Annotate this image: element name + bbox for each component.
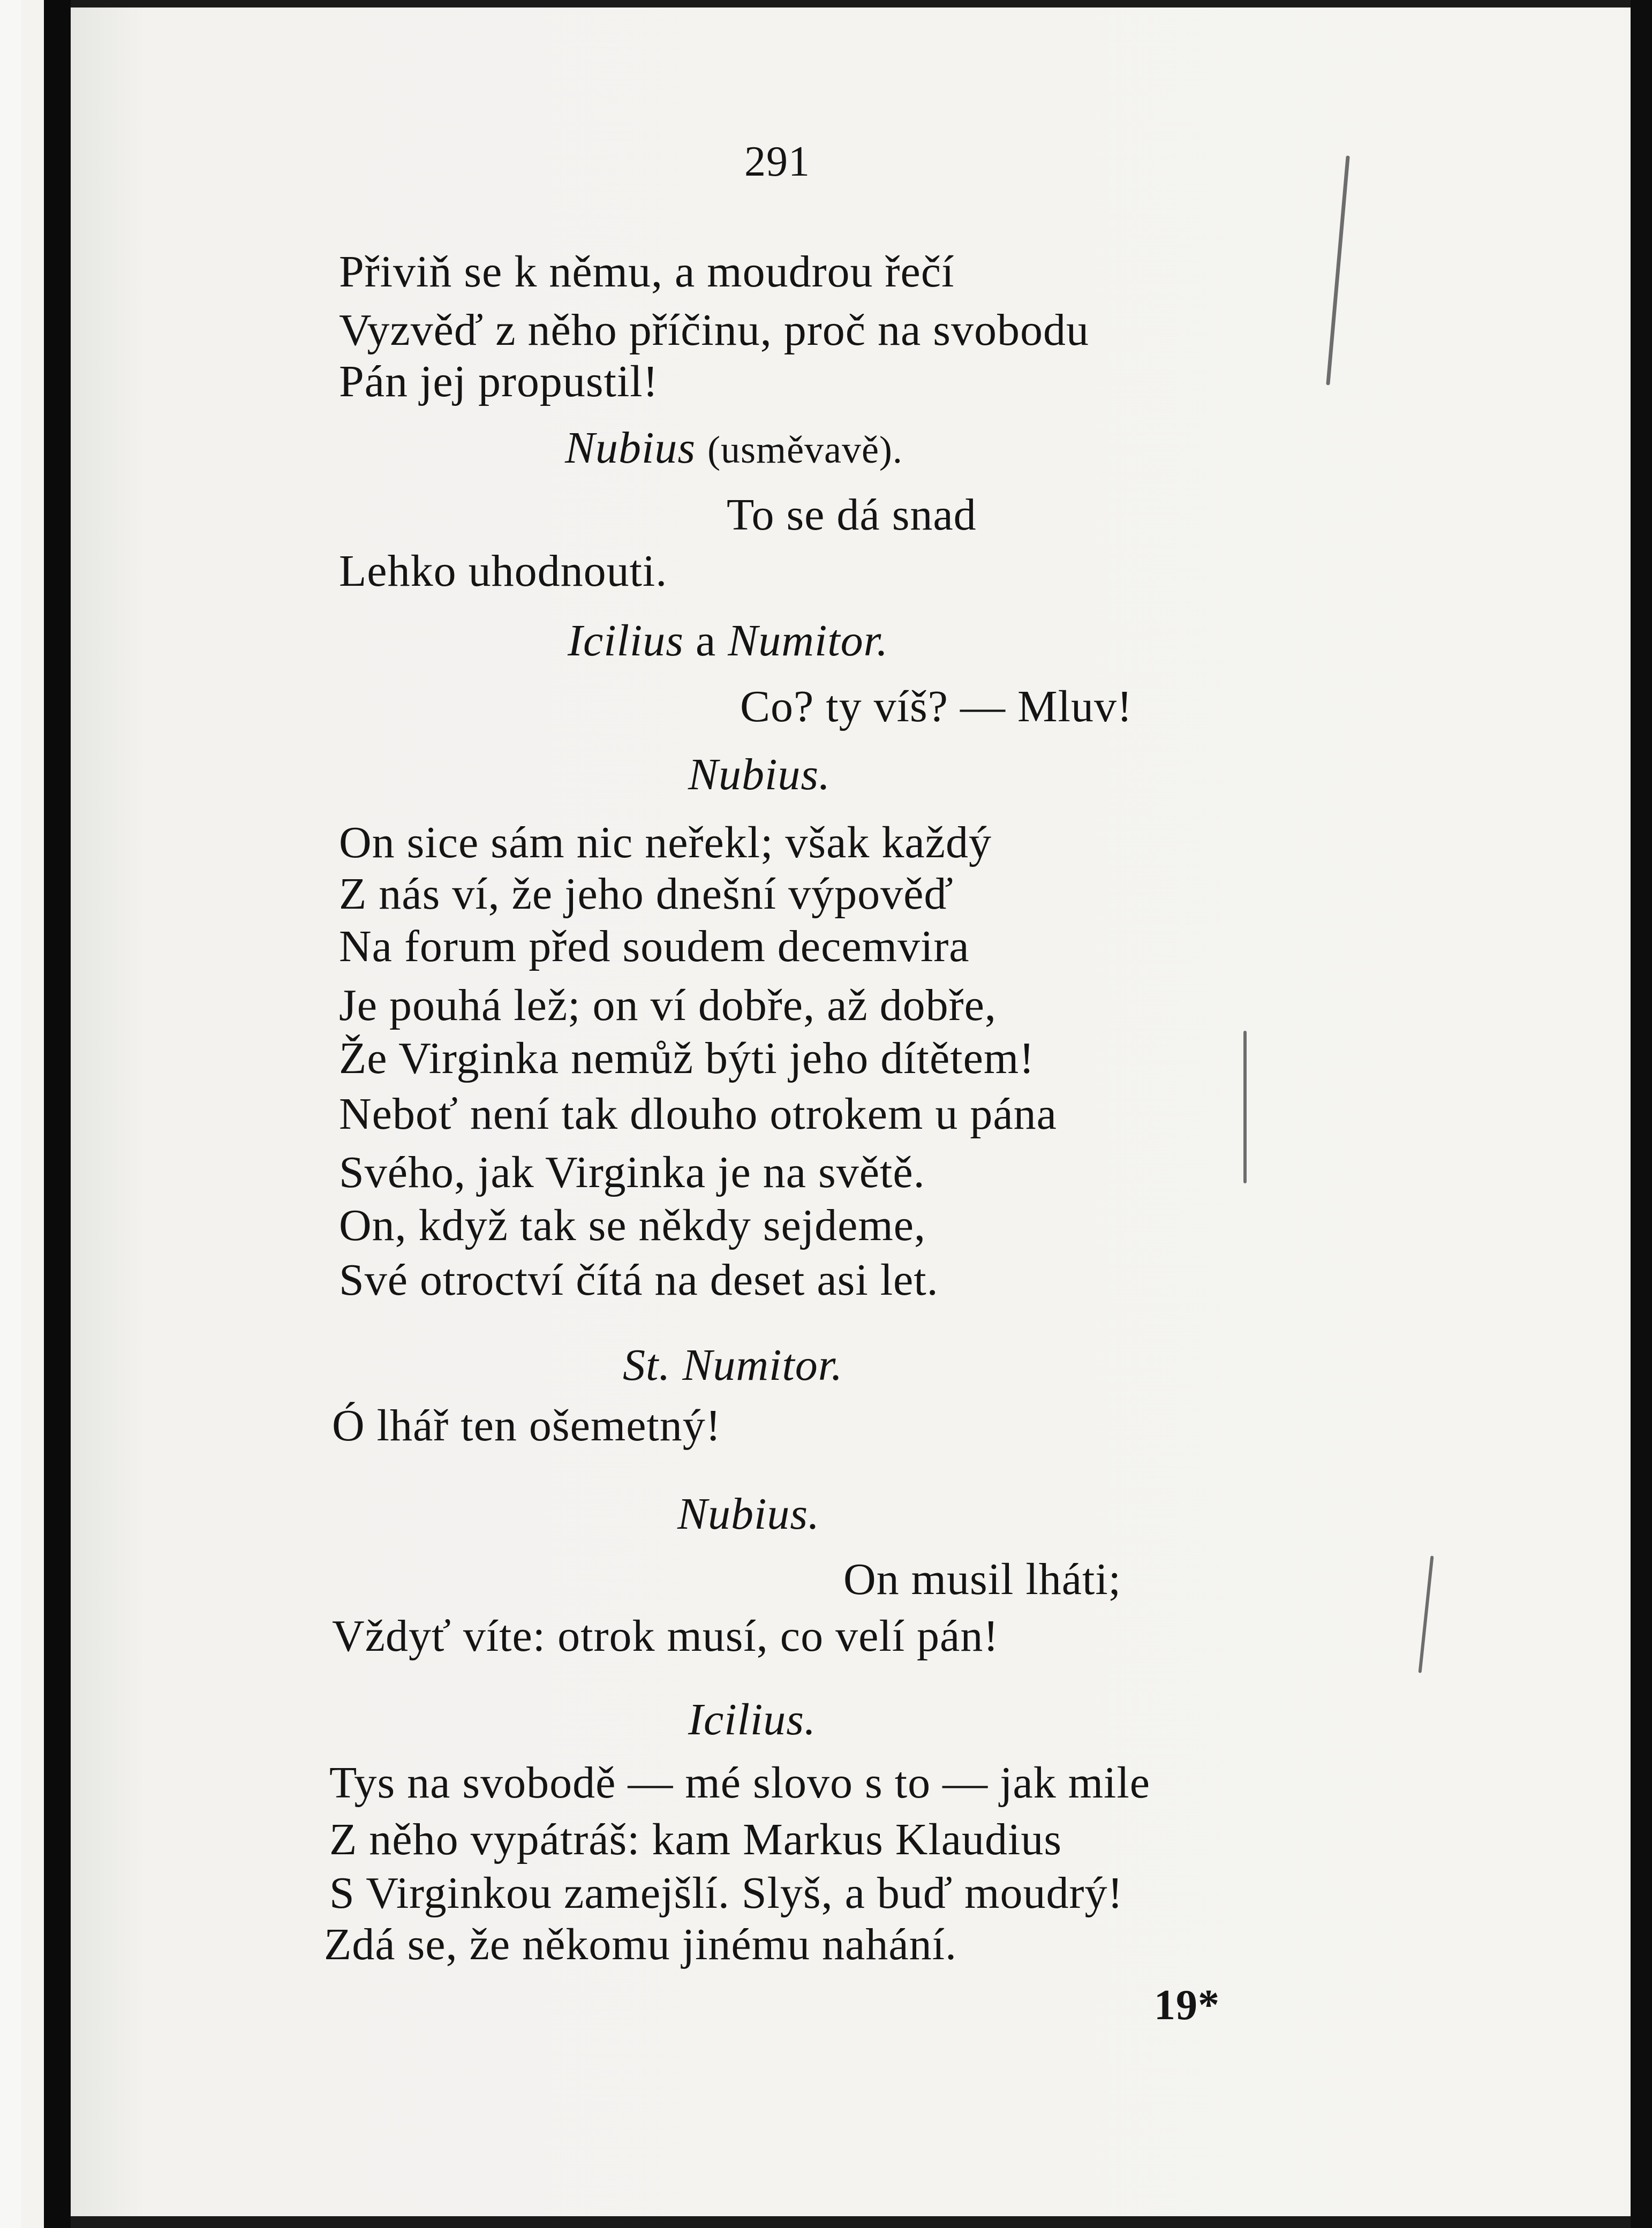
- pencil-mark: [1243, 1031, 1247, 1183]
- speaker-name: Icilius: [568, 616, 684, 666]
- speaker-heading: Nubius.: [688, 750, 831, 799]
- verse-line: Ó lhář ten ošemetný!: [332, 1401, 721, 1451]
- verse-line: Pán jej propustil!: [339, 357, 659, 406]
- verse-line: Neboť není tak dlouho otrokem u pána: [339, 1089, 1057, 1139]
- speaker-heading: [568, 616, 889, 666]
- verse-line: Vždyť víte: otrok musí, co velí pán!: [332, 1611, 999, 1661]
- speaker-name: Nubius: [565, 423, 696, 473]
- verse-line: S Virginkou zamejšlí. Slyš, a buď moudrý!: [329, 1868, 1123, 1918]
- scan-border-bottom: [71, 2216, 1631, 2228]
- verse-line: On musil lháti;: [843, 1554, 1121, 1604]
- page-margin-left: [0, 0, 21, 2228]
- speaker-heading: St. Numitor.: [623, 1340, 843, 1390]
- speaker-name: Numitor.: [728, 616, 889, 666]
- verse-line: To se dá snad: [727, 490, 977, 540]
- verse-line: Na forum před soudem decemvira: [339, 922, 970, 971]
- book-gutter-shadow: [44, 0, 71, 2228]
- verse-line: Své otroctví čítá na deset asi let.: [339, 1255, 939, 1305]
- scan-border-top: [71, 0, 1631, 7]
- page-number: 291: [744, 138, 810, 185]
- verse-line: Vyzvěď z něho příčinu, proč na svobodu: [339, 305, 1089, 355]
- verse-line: Co? ty víš? — Mluv!: [740, 682, 1133, 731]
- verse-line: Tys na svobodě — mé slovo s to — jak mile: [329, 1758, 1150, 1808]
- signature-mark: 19*: [1154, 1982, 1220, 2029]
- verse-line: Svého, jak Virginka je na světě.: [339, 1147, 925, 1197]
- speaker-heading: [565, 423, 903, 473]
- verse-line: Z něho vypátráš: kam Markus Klaudius: [329, 1815, 1062, 1864]
- speaker-heading: Nubius.: [677, 1489, 820, 1539]
- stage-direction: (usměvavě).: [707, 428, 903, 471]
- verse-line: On, když tak se někdy sejdeme,: [339, 1200, 926, 1250]
- verse-line: Přiviň se k němu, a moudrou řečí: [339, 247, 955, 297]
- verse-line: Lehko uhodnouti.: [339, 546, 668, 596]
- verse-line: Je pouhá lež; on ví dobře, až dobře,: [339, 980, 997, 1030]
- speaker-conjunction: a: [695, 616, 716, 666]
- scan-border-right: [1631, 0, 1652, 2228]
- verse-line: Z nás ví, že jeho dnešní výpověď: [339, 869, 954, 919]
- verse-line: On sice sám nic neřekl; však každý: [339, 818, 992, 867]
- verse-line: Že Virginka nemůž býti jeho dítětem!: [339, 1033, 1035, 1083]
- verse-line: Zdá se, že někomu jinému nahání.: [324, 1920, 957, 1969]
- speaker-heading: Icilius.: [688, 1695, 816, 1744]
